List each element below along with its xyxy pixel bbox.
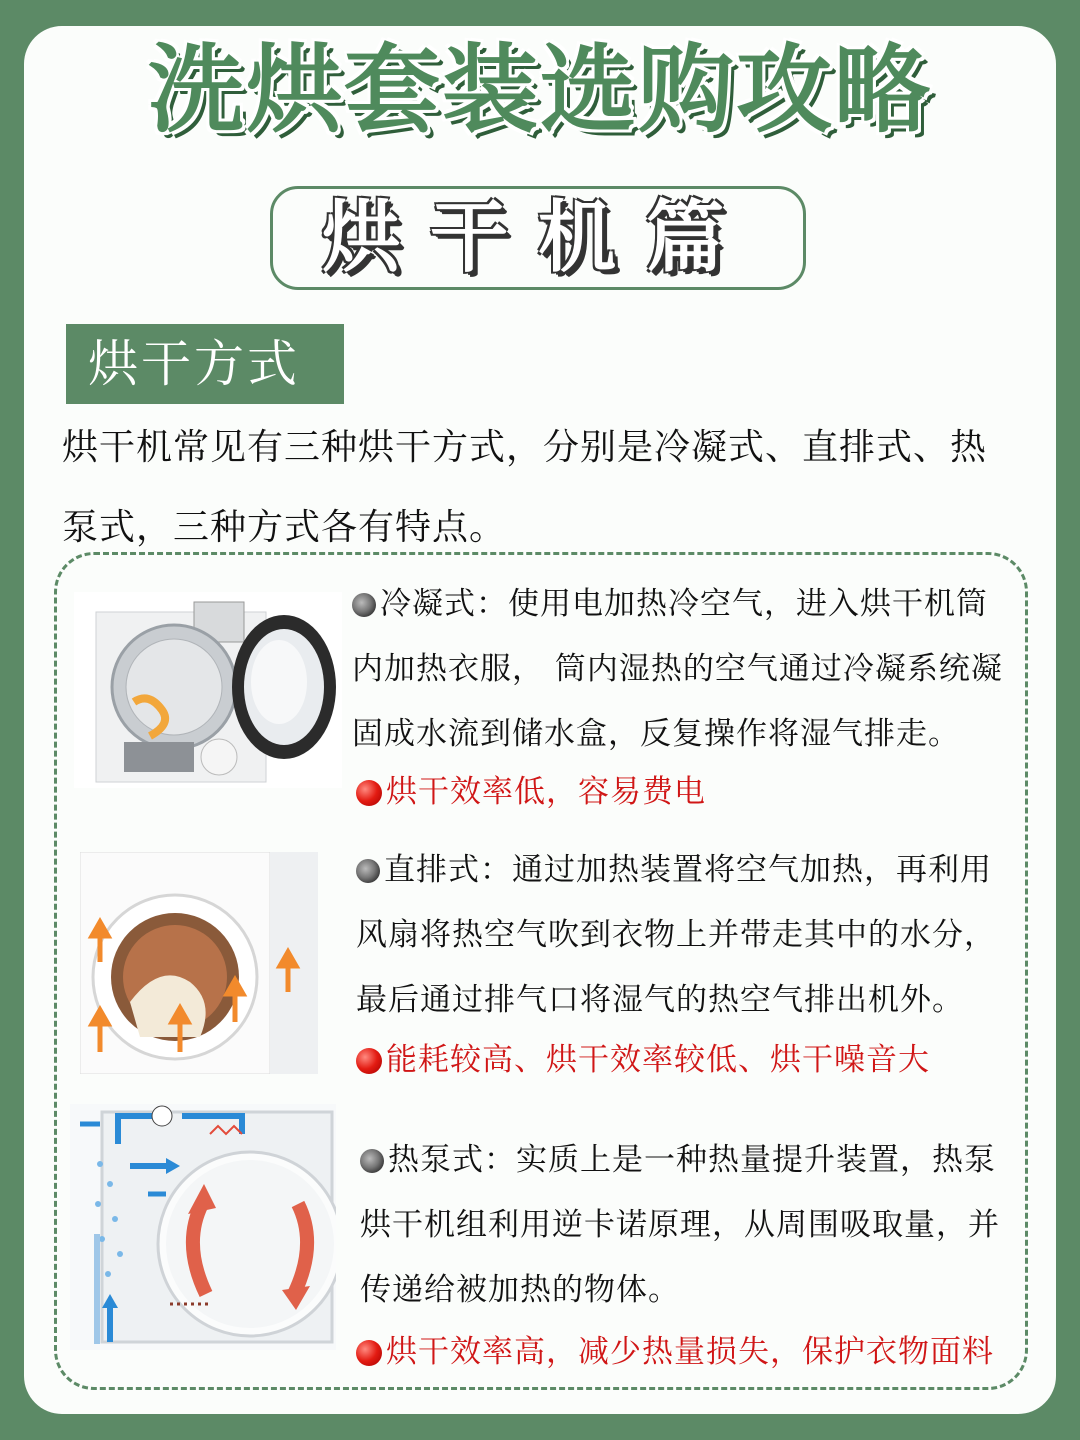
grey-bullet-icon (352, 593, 376, 617)
method-heatpump-line-1: 热泵式：实质上是一种热量提升装置，热泵 (360, 1128, 1030, 1193)
red-bullet-icon (356, 1048, 382, 1074)
intro-line-2: 泵式，三种方式各有特点。 (62, 507, 507, 548)
method-condenser-con: 烘干效率低，容易费电 (356, 770, 706, 814)
vented-dryer-image (80, 852, 318, 1074)
method-condenser-line-3: 固成水流到储水盒，反复操作将湿气排走。 (352, 716, 960, 752)
method-heatpump-desc (360, 1128, 1030, 1323)
page-subtitle: 烘干机篇 (321, 193, 754, 283)
red-bullet-icon (356, 780, 382, 806)
intro-line-1: 烘干机常见有三种烘干方式，分别是冷凝式、直排式、热 (62, 427, 988, 468)
method-heatpump-con: 烘干效率高，减少热量损失，保护衣物面料 (356, 1330, 994, 1374)
heat-pump-diagram-image (70, 1104, 336, 1350)
grey-bullet-icon (356, 859, 380, 883)
method-vented-line-1: 直排式：通过加热装置将空气加热，再利用 (356, 838, 1026, 903)
section-tag: 烘干方式 (66, 324, 344, 404)
method-condenser-line-1: 冷凝式：使用电加热冷空气，进入烘干机筒 (352, 572, 1022, 637)
page-title: 洗烘套装选购攻略 (148, 34, 932, 146)
method-heatpump-line-3: 传递给被加热的物体。 (360, 1272, 680, 1308)
grey-bullet-icon (360, 1149, 384, 1173)
method-condenser-desc (352, 572, 1022, 767)
condenser-dryer-image (74, 592, 342, 788)
red-bullet-icon (356, 1340, 382, 1366)
method-vented-con: 能耗较高、烘干效率较低、烘干噪音大 (356, 1038, 930, 1082)
method-condenser-line-2: 内加热衣服， 筒内湿热的空气通过冷凝系统凝 (352, 651, 1003, 687)
method-vented-line-3: 最后通过排气口将湿气的热空气排出机外。 (356, 982, 964, 1018)
method-vented-line-2: 风扇将热空气吹到衣物上并带走其中的水分， (356, 917, 996, 953)
intro-paragraph (62, 408, 1042, 568)
method-heatpump-line-2: 烘干机组利用逆卡诺原理，从周围吸取量，并 (360, 1207, 1000, 1243)
method-vented-desc (356, 838, 1026, 1033)
